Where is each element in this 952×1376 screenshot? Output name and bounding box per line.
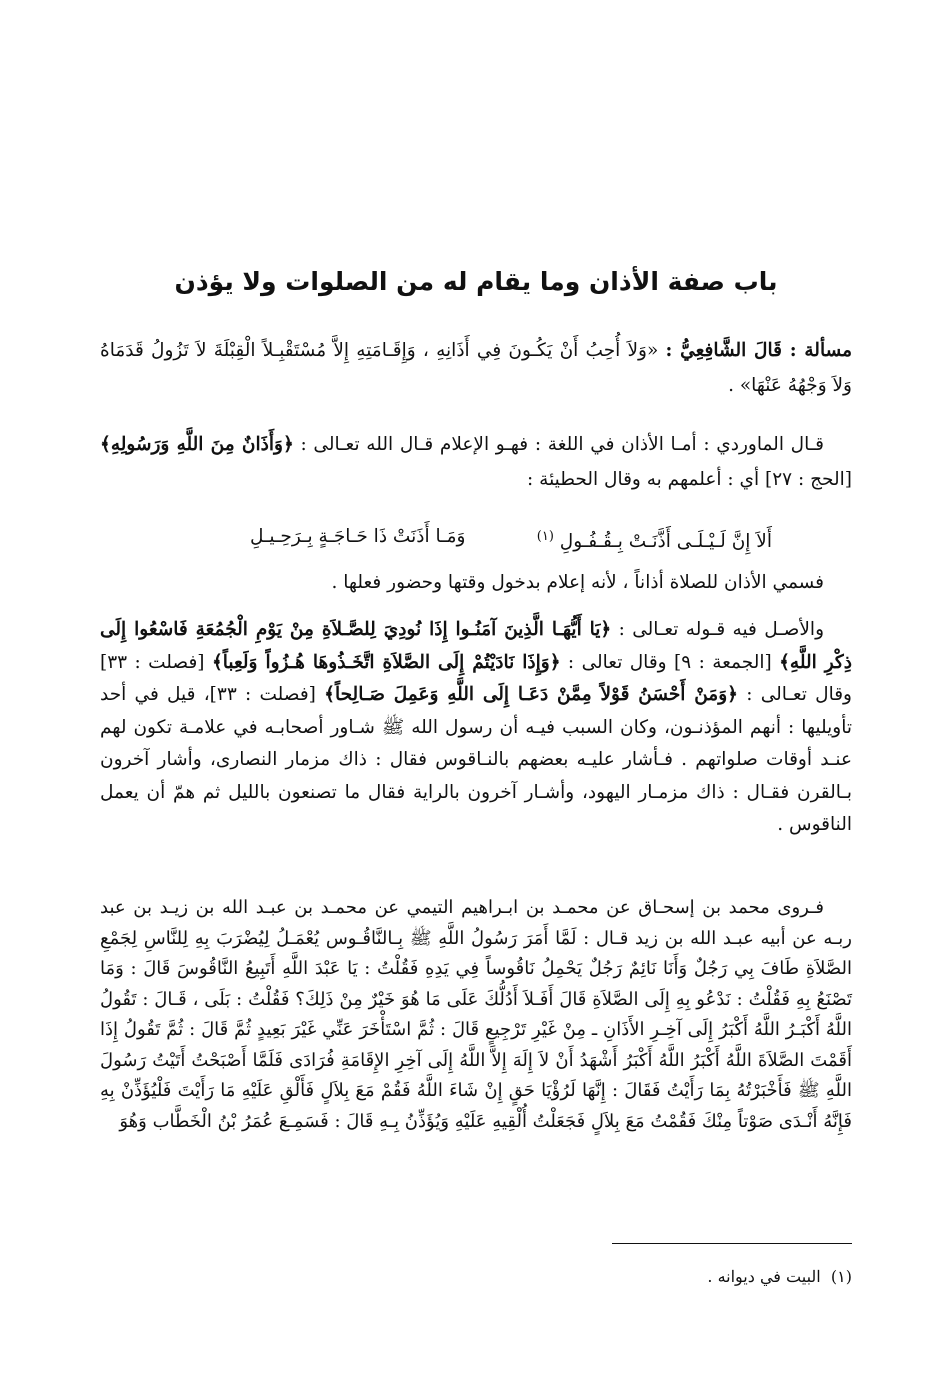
masala-lead: مسألة : قَالَ الشَّافِعِيُّ : xyxy=(665,340,852,361)
verse-second-hemistich: وَمَـا أَذَنَتْ ذَا حَـاجَـةٍ بِـرَحِـيـلِ xyxy=(250,526,466,547)
quran-quote-hajj: ﴿وَأَذَانٌ مِنَ اللَّهِ وَرَسُولِهِ﴾ xyxy=(100,434,294,455)
quran-quote-jumuah: ﴿يَا أَيُّهَـا الَّذِينَ آمَنُـوا إِذَا نُودِيَ لِلصَّـلاَةِ مِنْ يَوْمِ الْجُمُعَةِ فَاسْعُوا إِلَى ذِكْرِ اللَّهِ﴾ xyxy=(100,619,852,673)
hadith-isnad: فـروى محمد بن إسحـاق عن محمـد بن ابـراهيم التيمي عن محمـد بن عبـد الله بن زيـد بن عبد ربـه عن أبيه عبـد الله بن زيد قـال : xyxy=(100,897,852,949)
footnote-separator xyxy=(612,1243,852,1244)
mawardi-text-2: [الحج : ٢٧] أي : أعلمهم به وقال الحطيئة : xyxy=(527,468,852,490)
quran-quote-maidah: ﴿وَإِذَا نَادَيْتُمْ إِلَى الصَّلاَةِ اتَّخَـذُوهَا هُـزُواً وَلَعِباً﴾ xyxy=(211,651,561,673)
origin-text-4: [فصلت : ٣٣]، قيل في أحد تأويليها : أنهم المؤذنـون، وكان السبب فيـه أن رسول الله ﷺ شـاور أصحابـه في علامـة تكون لهم عنـد أوقات صلواتهم . فـأشار عليـه بعضهم بالنـاقوس فقال : ذاك مزمار النصارى، وأشار آخرون بـالقرن فقـال : ذاك مزمـار اليهود، وأشـار آخرون بالراية فقال ما تصنعون بالليل ثم همّ أن يعمل الناقوس . xyxy=(100,684,852,835)
paragraph-masala xyxy=(100,334,852,403)
origin-text-3: [فصلت : ٣٣] وقال تعـالى : xyxy=(100,651,852,705)
paragraph-origin xyxy=(100,614,852,842)
paragraph-naming: فسمي الأذان للصلاة أذاناً ، لأنه إعلام بدخول وقتها وحضور فعلها . xyxy=(331,572,824,593)
paragraph-hadith xyxy=(100,893,852,1137)
footnote-number: (١) xyxy=(830,1267,852,1286)
masala-text: «وَلاَ أُحِبُ أَنْ يَكُـونَ فِي أَذَانِهِ ، وَإِقَـامَتِهِ إِلاَّ مُسْتَقْبِـلاً الْقِبْلَةَ لاَ تَزُولُ قَدَمَاهُ وَلاَ وَجْهُهُ عَنْهَا» . xyxy=(100,340,852,396)
mawardi-text-1: قـال الماوردي : أمـا الأذان في اللغة : فهـو الإعلام قـال الله تعـالى : xyxy=(293,434,824,455)
footnote xyxy=(300,1262,852,1292)
chapter-title: باب صفة الأذان وما يقام له من الصلوات ولا يؤذن xyxy=(174,267,778,296)
quran-quote-fussilat: ﴿وَمَنْ أَحْسَنُ قَوْلاً مِمَّنْ دَعَـا إِلَى اللَّهِ وَعَمِلَ صَـالِحاً﴾ xyxy=(324,684,738,705)
footnote-ref: (١) xyxy=(536,529,554,544)
verse-first-hemistich: أَلاَ إِنَّ لَـيْـلَـى أَذَّنَـتْ بِـقُـفُـولِ $^{(١)}$ xyxy=(536,529,772,553)
origin-text-2: [الجمعة : ٩] وقال تعالى : xyxy=(560,651,780,673)
footnote-text: البيت في ديوانه . xyxy=(707,1267,821,1286)
poetry-verse xyxy=(100,520,852,559)
hadith-matn: لَمَّا أَمَرَ رَسُولُ اللَّهِ ﷺ بِـالنَّاقُـوس يُعْمَـلُ لِيُضْرَبَ بِهِ لِلنَّاسِ لِجَمْعِ الصَّلاَةِ طَافَ بِي رَجُلٌ وَأَنَا نَائِمٌ رَجُلٌ يَحْمِلُ نَاقُوساً فِي يَدِهِ فَقُلْتُ : يَا عَبْدَ اللَّهِ أَتَبِيعُ النَّاقُوسَ قَالَ : وَمَا تَصْنَعُ بِهِ فَقُلْتُ : نَدْعُو بِهِ إِلَى الصَّلاَةِ قَالَ أَفَـلاَ أَدُلُّكَ عَلَى مَا هُوَ خَيْرٌ مِنْ ذَلِكَ؟ فَقُلْتُ : بَلَى ، قَـالَ : تَقُولُ اللَّهُ أَكْبَـرُ اللَّهُ أَكْبَرُ إِلَى آخِـرِ الأَذَانِ ـ مِنْ غَيْرِ تَرْجِيعٍ قَالَ : ثُمَّ اسْتَأْخَرَ عَنِّي غَيْرَ بَعِيدٍ ثُمَّ قَالَ : ثُمَّ تَقُولُ إِذَا أَقَمْتَ الصَّلاَةَ اللَّهُ أَكْبَرُ اللَّهُ أَكْبَرُ أَشْهَدُ أَنْ لاَ إِلَهَ إِلاَّ اللَّهُ إِلَى آخِرِ الإِقَامَةِ فُرَادَى فَلَمَّا أَصْبَحْتُ أَتَيْتُ رَسُولَ اللَّهِ ﷺ فَأَخْبَرْتُهُ بِمَا رَأَيْتُ فَقَالَ : إِنَّهَا لَرُؤْيَا حَقٍ إِنْ شَاءَ اللَّهُ فَقُمْ مَعَ بِلاَلٍ فَأَلْقِ عَلَيْهِ مَا رَأَيْتَ فَلْيُؤَذِّنْ بِهِ فَإِنَّهُ أَنْـدَى صَوْتاً مِنْكَ فَقُمْتُ مَعَ بِلاَلٍ فَجَعَلْتُ أُلْقِيهِ عَلَيْهِ وَيُؤَذِّنُ بِـهِ قَالَ : فَسَمِـعَ عُمَرُ بْنُ الْخَطَّاب وَهُوَ xyxy=(100,927,852,1132)
origin-text-1: والأصـل فيه قـوله تعـالى : xyxy=(611,619,824,640)
paragraph-mawardi xyxy=(100,428,852,497)
